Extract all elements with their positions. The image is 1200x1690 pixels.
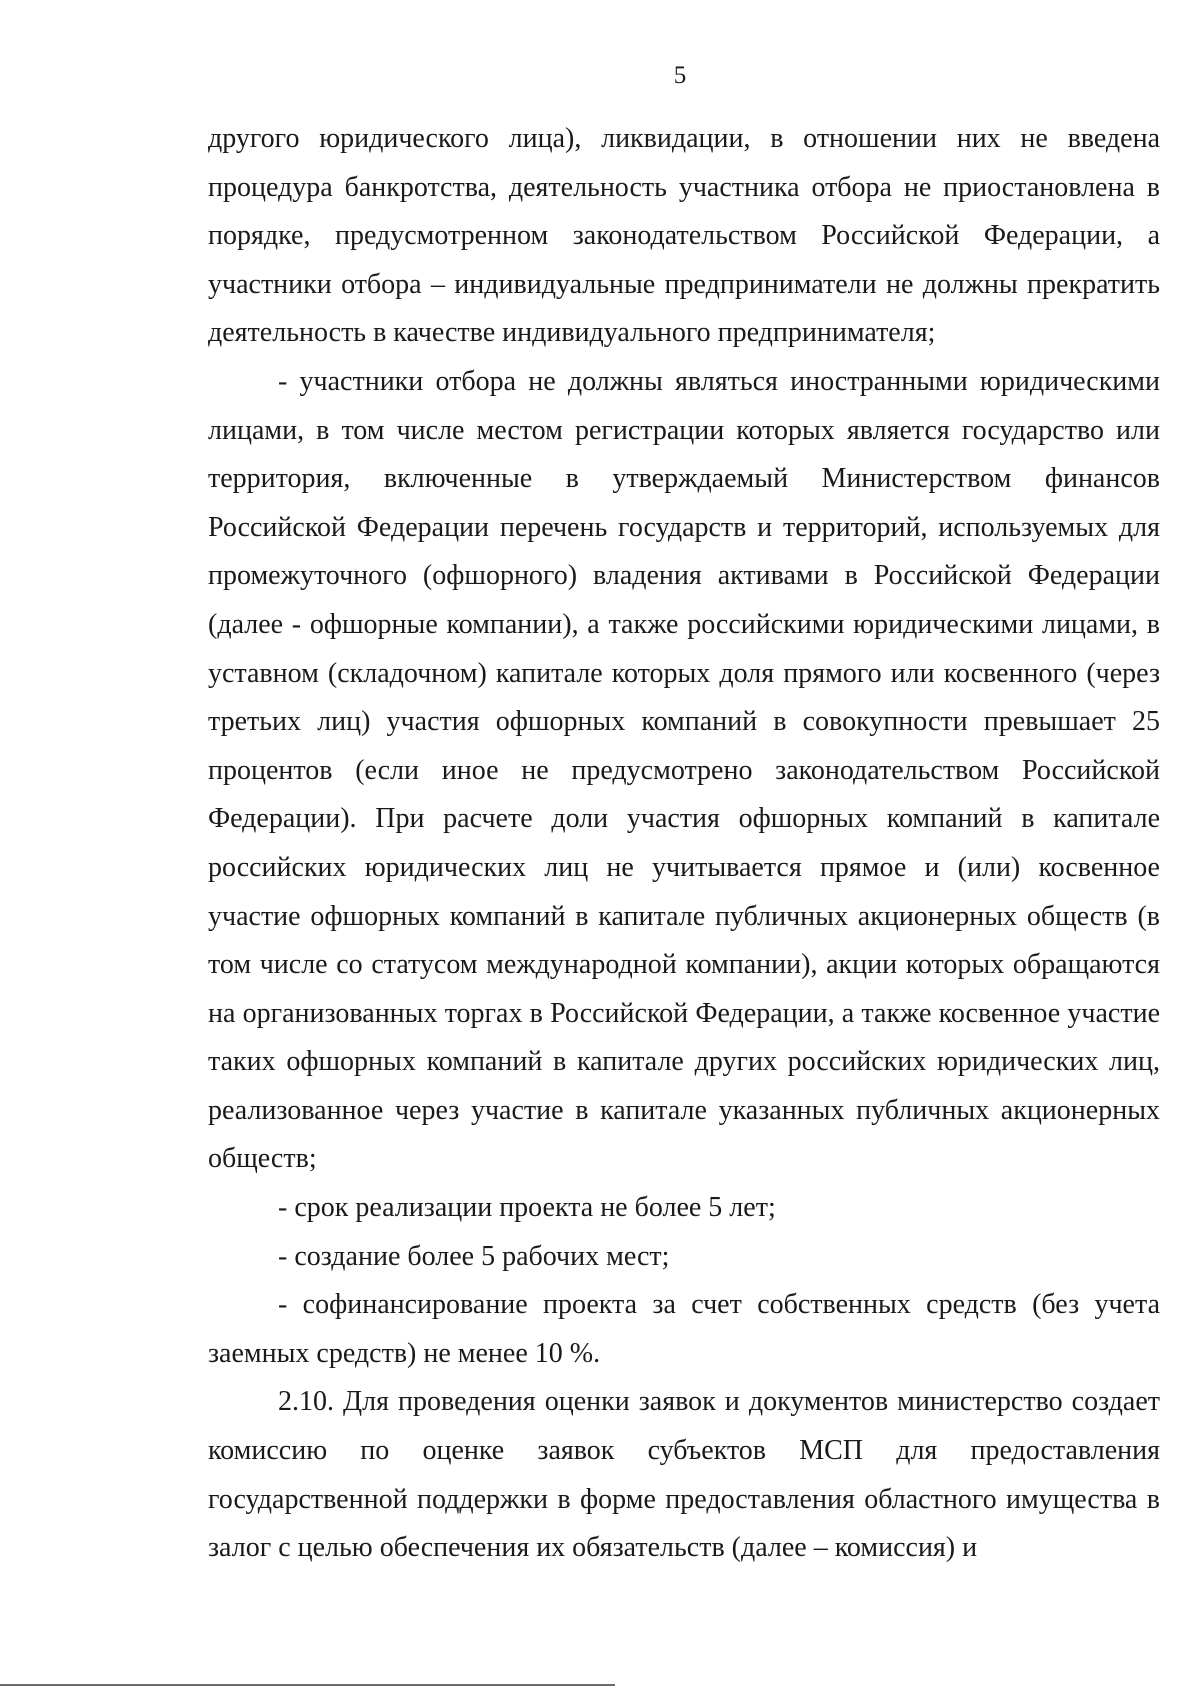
paragraph-offshore-requirement: - участники отбора не должны являться иностранными юридическими лицами, в том числе местом регистрации которых является государство или территория, включенные в утверждаемый Министерством финансов Российской Федерации перечень государств и территорий, используемых для промежуточного (офшорного) владения активами в Российской Федерации (далее - офшорные компании), а также российскими юридическими лицами, в уставном (складочном) капитале которых доля прямого или косвенного (через третьих лиц) участия офшорных компаний в совокупности превышает 25 процентов (если иное не предусмотрено законодательством Российской Федерации). При расчете доли участия офшорных компаний в капитале российских юридических лиц не учитывается прямое и (или) косвенное участие офшорных компаний в капитале публичных акционерных обществ (в том числе со статусом международной компании), акции которых обращаются на организованных торгах в Российской Федерации, а также косвенное участие таких офшорных компаний в капитале других российских юридических лиц, реализованное через участие в капитале указанных публичных акционерных обществ; [208, 365, 1160, 1175]
paragraph-commission: 2.10. Для проведения оценки заявок и документов министерство создает комиссию по оценке заявок субъектов МСП для предоставления государственной поддержки в форме предоставления областного имущества в залог с целью обеспечения их обязательств (далее – комиссия) и [208, 1386, 1160, 1564]
paragraph-jobs: - создание более 5 рабочих мест; [278, 1240, 670, 1272]
paragraph-project-term: - срок реализации проекта не более 5 лет; [278, 1192, 776, 1224]
bottom-divider [0, 1684, 615, 1686]
document-body [208, 115, 1160, 1573]
paragraph-cofinancing: - софинансирование проекта за счет собственных средств (без учета заемных средств) не менее 10 %. [208, 1289, 1160, 1369]
page-number: 5 [673, 62, 687, 89]
paragraph-continuation: другого юридического лица), ликвидации, в отношении них не введена процедура банкротства, деятельность участника отбора не приостановлена в порядке, предусмотренном законодательством Российской Федерации, а участники отбора – индивидуальные предприниматели не должны прекратить деятельность в качестве индивидуального предпринимателя; [208, 123, 1160, 349]
